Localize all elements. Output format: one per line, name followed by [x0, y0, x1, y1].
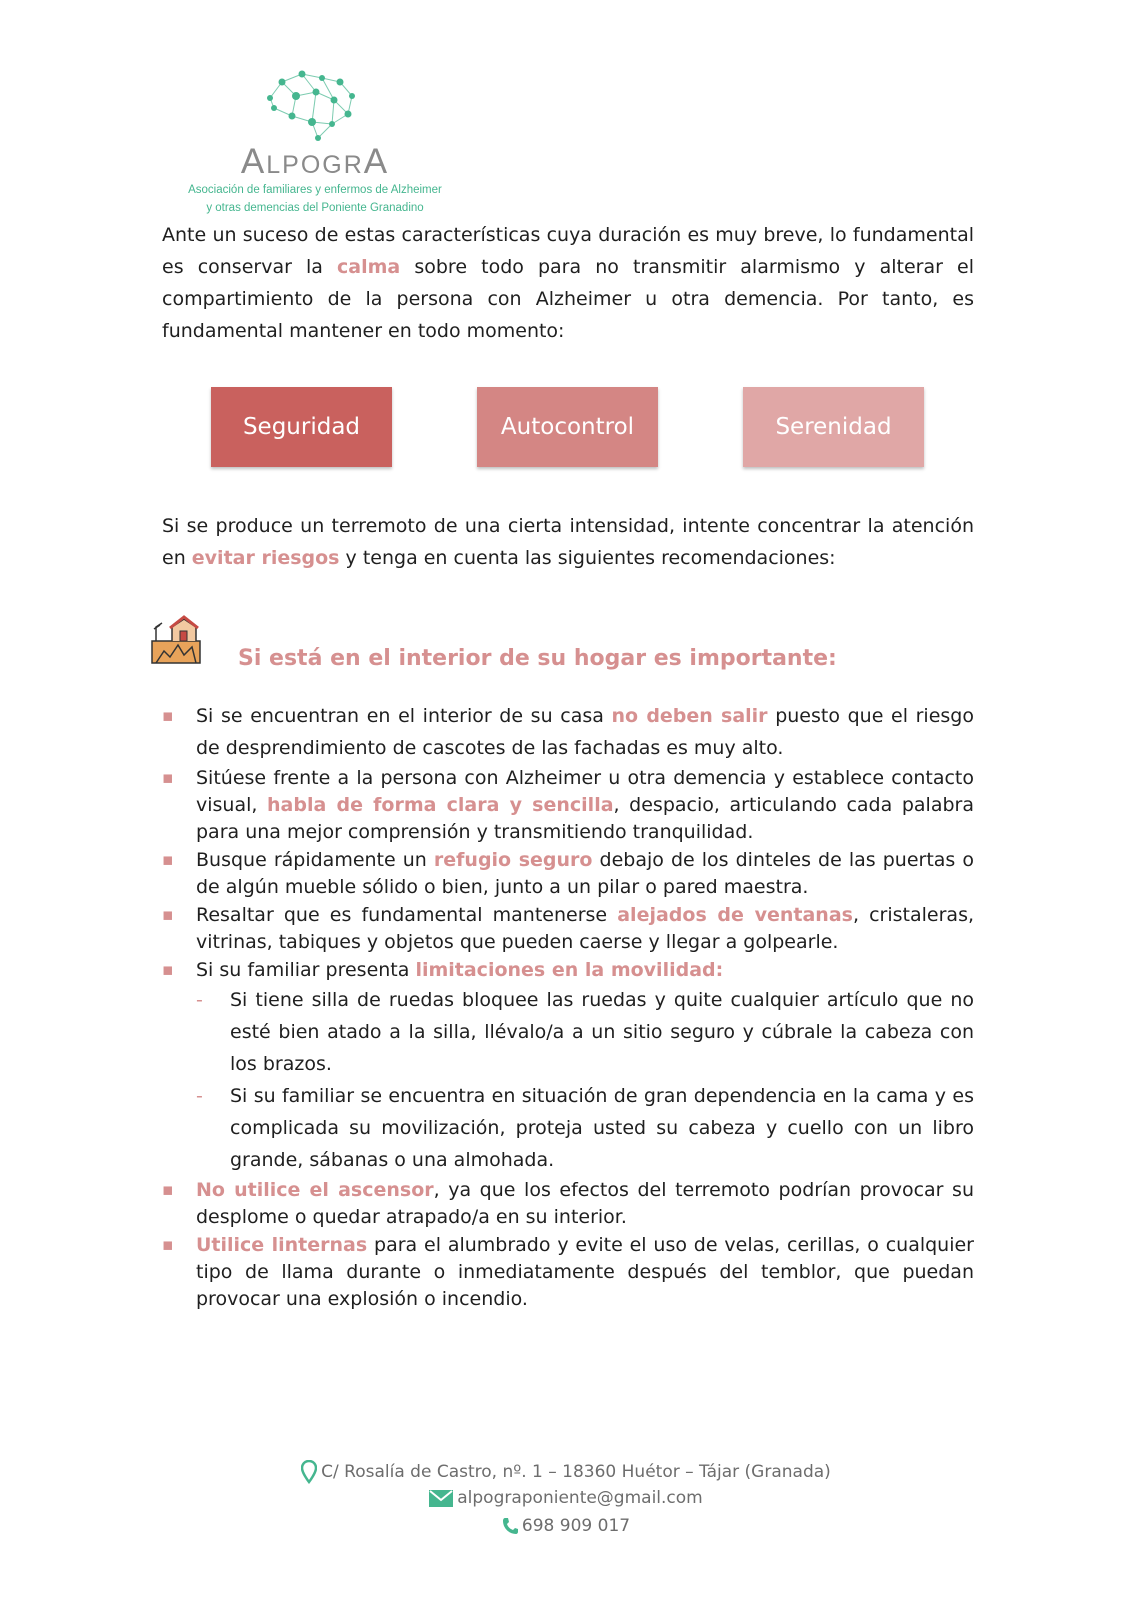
highlight-calma: calma: [337, 256, 401, 278]
mobility-sublist: [196, 984, 974, 1176]
intro-paragraph: Ante un suceso de estas características cuya duración es muy breve, lo fundamental es conservar la calma sobre todo para no transmitir alarmismo y alterar el compartimiento de la persona con Alzheimer u otra demencia. Por tanto, es fundamental mantener en todo momento:: [162, 224, 974, 342]
logo-subtitle-line1: Asociación de familiares y enfermos de Alzheimer: [188, 184, 442, 196]
list-item: ▪ Resaltar que es fundamental mantenerse alejados de ventanas, cristaleras, vitrinas, tabiques y objetos que pueden caerse y llegar a golpearle.: [162, 902, 974, 956]
logo: [165, 68, 465, 218]
box-seguridad: Seguridad: [211, 387, 392, 467]
sublist-item: - Si tiene silla de ruedas bloquee las ruedas y quite cualquier artículo que no esté bien atado a la silla, llévalo/a a un sitio seguro y cúbrale la cabeza con los brazos.: [196, 984, 974, 1080]
recommendations-list: [162, 700, 974, 1314]
list-item: ▪ Utilice linternas para el alumbrado y evite el uso de velas, cerillas, o cualquier tipo de llama durante o inmediatamente después del temblor, que puedan provocar una explosión o incendio.: [162, 1232, 974, 1313]
mail-icon: [429, 1490, 453, 1507]
sublist-item: - Si su familiar se encuentra en situación de gran dependencia en la cama y es complicada su movilización, proteja usted su cabeza y cuello con un libro grande, sábanas o una almohada.: [196, 1080, 974, 1176]
list-item: ▪ Si se encuentran en el interior de su casa no deben salir puesto que el riesgo de desprendimiento de cascotes de las fachadas es muy alto.: [162, 700, 974, 764]
earthquake-house-icon: [150, 615, 202, 667]
brain-network-icon: [260, 68, 370, 148]
footer-email: alpograponiente@gmail.com: [0, 1488, 1132, 1508]
box-autocontrol: Autocontrol: [477, 387, 658, 467]
logo-name: ALPOGRA: [240, 142, 390, 181]
footer-address: C/ Rosalía de Castro, nº. 1 – 18360 Huétor – Tájar (Granada): [0, 1460, 1132, 1484]
box-serenidad: Serenidad: [743, 387, 924, 467]
risk-paragraph: Si se produce un terremoto de una cierta intensidad, intente concentrar la atención en evitar riesgos y tenga en cuenta las siguientes recomendaciones:: [162, 515, 974, 569]
list-item: ▪ No utilice el ascensor, ya que los efectos del terremoto podrían provocar su desplome o quedar atrapado/a en su interior.: [162, 1177, 974, 1231]
list-item: ▪ Sitúese frente a la persona con Alzheimer u otra demencia y establece contacto visual, habla de forma clara y sencilla, despacio, articulando cada palabra para una mejor comprensión y transmitiendo tranquilidad.: [162, 765, 974, 846]
phone-icon: [502, 1517, 518, 1535]
highlight-evitar-riesgos: evitar riesgos: [191, 547, 340, 569]
section-title: Si está en el interior de su hogar es importante:: [238, 646, 837, 671]
list-item: ▪ Busque rápidamente un refugio seguro debajo de los dinteles de las puertas o de algún mueble sólido o bien, junto a un pilar o pared maestra.: [162, 847, 974, 901]
logo-subtitle-line2: y otras demencias del Poniente Granadino: [206, 202, 424, 214]
list-item: ▪ Si su familiar presenta limitaciones en la movilidad: - Si tiene silla de ruedas bloquee las ruedas y quite cualquier artículo que no esté bien atado a la silla, llévalo/a a un sitio seguro y cúbrale la cabeza con los brazos. - Si su familiar se encuentra en situación de gran dependencia en la cama y es complicada su movilización, proteja usted su cabeza y cuello con un libro grande, sábanas o una almohada.: [162, 957, 974, 1176]
location-pin-icon: [301, 1460, 317, 1484]
footer-phone: 698 909 017: [0, 1516, 1132, 1536]
